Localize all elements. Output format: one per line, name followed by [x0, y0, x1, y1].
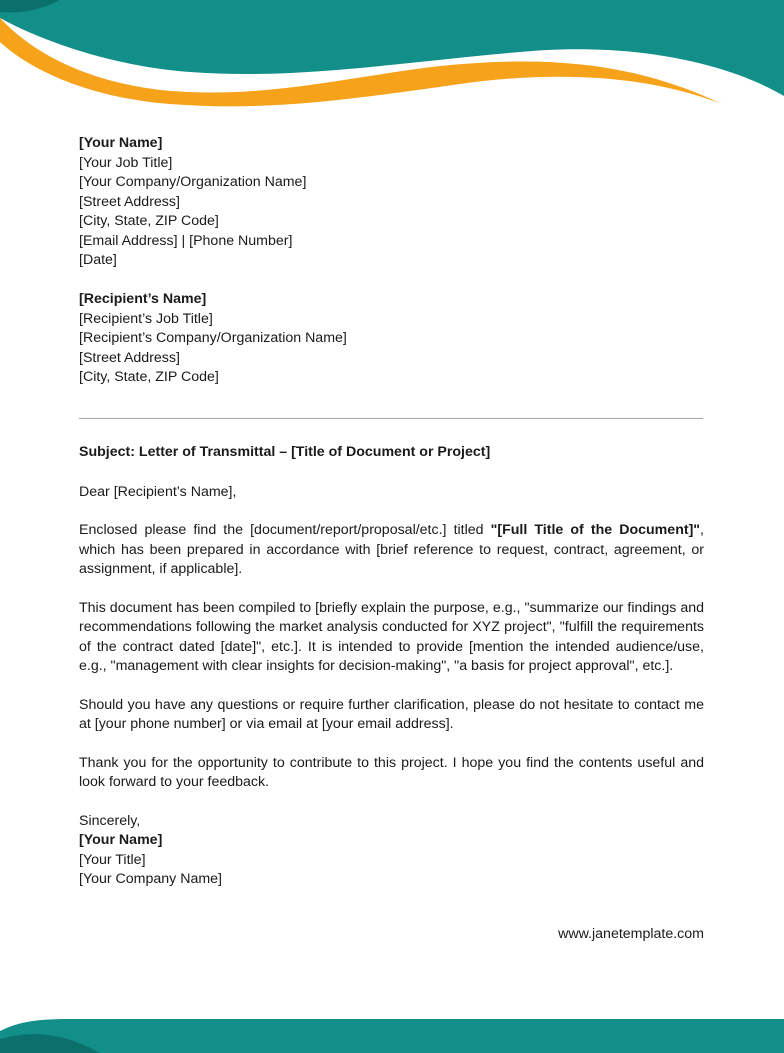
- signature-company: [Your Company Name]: [79, 871, 222, 887]
- recipient-street: [Street Address]: [79, 349, 180, 366]
- divider-line: [79, 418, 703, 419]
- document-title: "[Full Title of the Document]": [490, 522, 701, 538]
- header-wave-graphic: [0, 0, 784, 110]
- sender-city: [City, State, ZIP Code]: [79, 213, 219, 229]
- salutation: Dear [Recipient’s Name],: [79, 483, 237, 500]
- letter-date: [Date]: [79, 252, 117, 268]
- signature-title: [Your Title]: [79, 851, 146, 868]
- paragraph-2: This document has been compiled to [briefly explain the purpose, e.g., "summarize our findings and recommendations following the market analysis conducted for XYZ project", "fulfill the requirements of the contract dated [date]", etc.]. It is intended to provide [mention the intended audience/use, e.g., "management with clear insights for decision-making", "a basis for project approval", etc.].: [79, 599, 704, 674]
- signature-name: [Your Name]: [79, 832, 163, 848]
- recipient-name: [Recipient’s Name]: [79, 291, 207, 307]
- letter-body: [79, 443, 704, 890]
- sender-contact: [Email Address] | [Phone Number]: [79, 232, 293, 249]
- recipient-job-title: [Recipient’s Job Title]: [79, 310, 213, 327]
- paragraph-1-start: Enclosed please find the [document/report/proposal/etc.] titled: [79, 522, 491, 538]
- sender-company: [Your Company/Organization Name]: [79, 174, 307, 190]
- signature-block: [79, 812, 704, 890]
- paragraph-4: Thank you for the opportunity to contribute to this project. I hope you find the contents useful and look forward to your feedback.: [79, 754, 704, 790]
- sender-job-title: [Your Job Title]: [79, 154, 173, 171]
- recipient-company: [Recipient’s Company/Organization Name]: [79, 330, 347, 346]
- recipient-city: [City, State, ZIP Code]: [79, 369, 219, 385]
- subject-line: Subject: Letter of Transmittal – [Title of Document or Project]: [79, 444, 491, 460]
- closing-word: Sincerely,: [79, 812, 141, 829]
- paragraph-3: Should you have any questions or require further clarification, please do not hesitate to contact me at [your phone number] or via email at [your email address].: [79, 696, 704, 732]
- address-section: [79, 134, 704, 388]
- sender-street: [Street Address]: [79, 193, 180, 210]
- website-footer-text: www.janetemplate.com: [558, 926, 704, 942]
- footer-teal-band: [0, 1019, 784, 1053]
- paragraph-1-end: , which has been prepared in accordance with [brief reference to request, contract, agreement, or assignment, if applicable].: [79, 522, 704, 577]
- sender-name: [Your Name]: [79, 135, 163, 151]
- spacer: [79, 271, 704, 291]
- paragraph-1: [79, 521, 704, 580]
- footer-wave-graphic: [0, 1017, 784, 1053]
